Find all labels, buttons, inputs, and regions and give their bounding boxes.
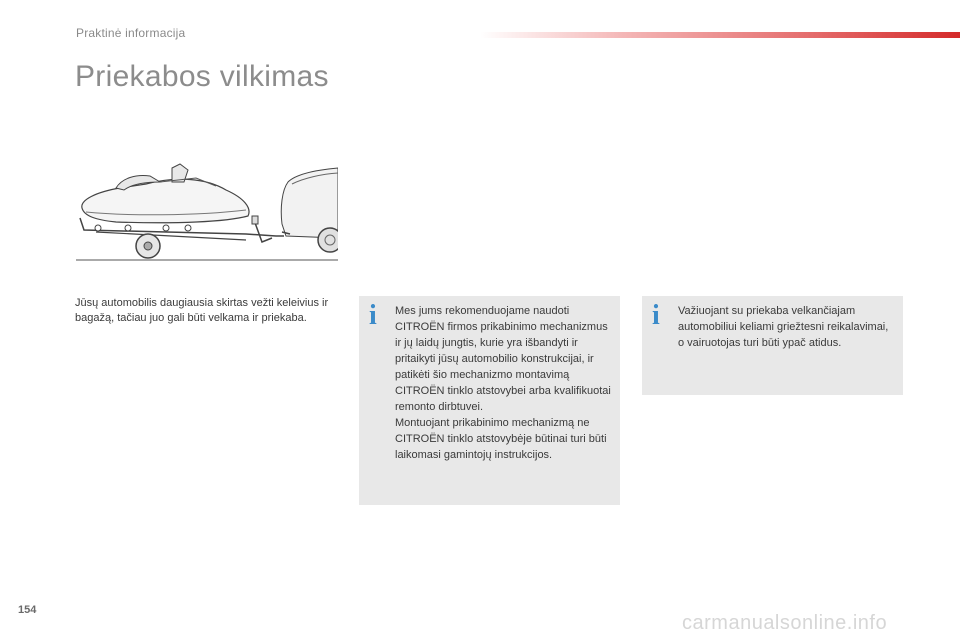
info-box-text: Važiuojant su priekaba velkančiajam automobiliui keliami griežtesni reikalavimai, o vairuotojas turi būti ypač atidus. (678, 305, 889, 349)
header-accent-bar (480, 32, 960, 38)
page-number: 154 (18, 604, 37, 616)
intro-paragraph: Jūsų automobilis daugiausia skirtas vežti keleivius ir bagažą, tačiau juo gali būti velkama ir priekaba. (75, 297, 329, 324)
info-icon: i (369, 300, 377, 331)
info-box-text: Mes jums rekomenduojame naudoti CITROËN firmos prikabinimo mechanizmus ir jų laidų jungtis, kurie yra išbandyti ir pritaikyti jūsų automobilio konstrukcijai, ir patikėti šio mechanizmo montavimą CITROËN tinklo atstovybei arba kvalifikuotai remonto dirbtuvei. Montuojant prikabinimo mechanizmą ne CITROËN tinklo atstovybėje būtinai turi būti laikomasi gamintojų instrukcijos. (395, 305, 611, 461)
page-title: Priekabos vilkimas (75, 60, 329, 93)
info-box-driving-caution (642, 296, 903, 395)
info-icon: i (652, 300, 660, 331)
section-label: Praktinė informacija (76, 26, 186, 40)
info-box-recommendation (359, 296, 620, 505)
trailer-illustration (76, 160, 338, 264)
watermark: carmanualsonline.info (682, 612, 888, 634)
